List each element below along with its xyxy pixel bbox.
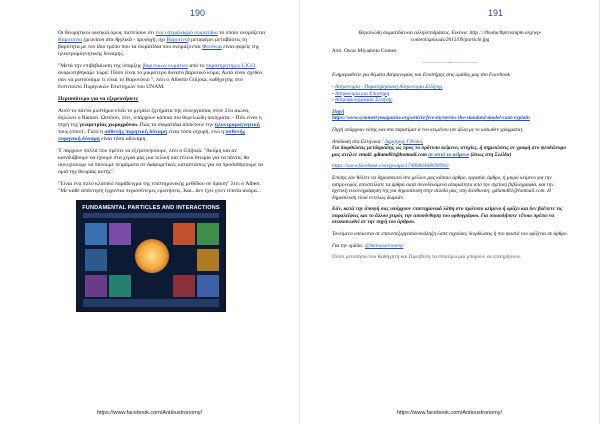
text: τους (σπιν) ; Γιατί η: [58, 129, 105, 135]
poster-panel: [109, 223, 131, 245]
link[interactable]: Βαρυτόνιο: [58, 37, 83, 43]
text: προσοχή, όχι: [136, 37, 167, 43]
source-label[interactable]: Πηγή: [332, 108, 345, 115]
poster-panel: [85, 223, 107, 245]
text: (graviton στα Αγγλικά -: [82, 37, 137, 43]
particles-poster-image: [76, 200, 226, 312]
left-body: [58, 30, 268, 312]
facebook-info: Ενημερωθείτε για θέματα Αστρονομίας και Επιστήμης στις ομάδες μας στο Facebook:: [332, 72, 512, 79]
poster-footer-strip: [83, 299, 219, 307]
text: είναι φορείς της ηλεκτρομαγνητικής δύναμης.: [58, 44, 260, 57]
text: Αυτό το πάντα μυστήριο είναι το μεγάλο ζητήματα της συνεργασίας στον 21ο αιώνα, δηλώνει ο Ramon. Ωστόσο, λέει, υπάρχουν κάποια πιο θεμελιώδη αινίγματα. - Πού είναι η πηγή της: [58, 108, 262, 128]
page-footer: https://www.facebook.com/Antioustronomy/: [396, 410, 503, 416]
link[interactable]: ασθενής πυρηνική δύναμη: [58, 129, 246, 142]
source-url[interactable]: https://www.symmetrymagazine.org/article/five-mysteries-the-standard-model-cant-explain: [332, 115, 530, 122]
paragraph: [58, 63, 268, 91]
link[interactable]: παρατηρητήριο LIGO: [205, 63, 256, 69]
paragraph: "Είναι ένα πολύ κλασικό παράδειγμα της επιστημονικής μεθόδου σε δράση" λέει ο Albert. "Με κάθε απάντηση έρχονται περισσότερες ερωτήσεις. Και...δεν έχει γίνει τίποτα ακόμα...: [58, 181, 262, 194]
text: Οι θεωρητικοί φυσικοί όμως πιστεύουν ότι: [58, 30, 156, 36]
group-links: - Αστρονομία - Παρατηρησιακή Αστρονομία Σελήνης - Αστρονομία και Επιστήμη - Αστροφωτογραφία Σελήνης: [332, 83, 443, 104]
text: Για την ομάδα:: [332, 242, 365, 249]
poster-panel: [197, 223, 219, 245]
image-caption: Θεμελιώδη σωματίδια και αλληλεπιδράσεις. Εικόνα: http : //theducthprasinpm.org/wp-content/uploads/2015/09/particle.jpg: [358, 30, 542, 43]
text: , αναρωτηθήκαμε τώρα: Πόσο είναι το μικρότερο δυνατό βαρυτικό κύμα; Αυτό είναι σχεδόν σαν να ρωτούσαμε τι είναι το Βαρυτόνιο ", λέει ο Alberto Güijosa, καθηγητής στο Ινστιτούτο Πυρηνικών Επιστημών του UNAM.: [58, 63, 263, 90]
text: είναι τόσο ισχυρή, ενώ η: [167, 129, 226, 135]
right-body: [332, 30, 568, 266]
poster-panel: [173, 223, 195, 245]
separator: —————•—————: [422, 59, 478, 66]
poster-panel: [109, 275, 131, 297]
text: ) μεταφέρει μεταβάσεις τη βαρύτητα με τον ίδιο τρόπο που τα σωματίδια που ονομάζονται: [58, 37, 248, 50]
link[interactable]: βαρυτικών κυμάτων: [142, 63, 189, 69]
facebook-url: [332, 163, 568, 170]
source-block: [332, 109, 568, 122]
poster-banner: [83, 213, 219, 218]
author-line: Από: Oscar Miyamoto Gomez: [332, 48, 397, 55]
poster-panel: [197, 275, 219, 297]
link[interactable]: Φωτόνια: [202, 44, 222, 50]
page-number: 191: [488, 8, 504, 18]
text: (όπως στη Σελίδα): [469, 151, 512, 158]
poster-panel: [85, 249, 107, 271]
text: "Μετά την επιβεβαίωση της ύπαρξης: [58, 63, 143, 69]
right-page: [300, 0, 600, 424]
submission-info: Επίσης εάν θέλετε να δημοσιευτεί στο μέλλον μας κάποιο άρθρο, εργασία, άρθρο, ή μικρό κείμενο για την αστρονομία, αποστείλατε τα άρθρα αυτά συνοδευόμενα απαραίτητα από την σχετική βιβλιογραφία, και την σχετική εικονογράφηση της για δημοσίευση στην σελίδα μας, στη διεύθυνση: gdiamd81@hotmail.com. Η δημοσίευση είναι εντελώς δωρεάν.: [332, 174, 554, 201]
revision-note: Τονείμενο υπόκειται σε επανεπεξεργασία/ανάληξη ώστε τυχούσες διορθώσεις ή πιο σωστά του ορίζεται σε άρθρο.: [332, 231, 568, 238]
poster-panel: [197, 249, 219, 271]
paragraph: [58, 108, 268, 143]
errata-info: Εάν, κατά την άποψή σας υπάρχουν επιστημονικά λάθη στο πρότυπο κείμενο ή ορίζει και δεν βλέπετε τις παραλείψεις και το άλλου χειρός την αποσύνθηση του ορθογράφου. Για οποιοδήποτε τέτοιο πρέπει να ανακοινωθεί σε την πηγή του άρθρου.: [332, 206, 563, 226]
source-note: Πηγή υπάρχουν εύτης και στα παρατίματ ά του κειμένου (σε άλλη με το κάτωθεν γράμματα).: [332, 126, 524, 133]
text: Για διορθώσεις μετάφρασης ως προς το πρότυπο κείμενο, ατυχίες, ή σημειώσεις σε γραφή στο ψευδώνυμο μας στείλτε email: gdiamd81@hotmail.com: [332, 145, 567, 158]
section-heading: Περισσότερα για να εξερευνήσετε: [58, 96, 139, 102]
text: Απόδοση στα Ελληνικά :: [332, 138, 385, 145]
group-handle-link[interactable]: @Antioustronomy: [364, 242, 404, 249]
text: . Πώς τα σωματίδια αποκτούν την: [137, 122, 215, 128]
poster-title: FUNDAMENTAL PARTICLES AND INTERACTIONS: [82, 205, 220, 211]
group-link[interactable]: Αστρονομία - Παρατηρησιακή Αστρονομία Σελήνης: [335, 83, 443, 90]
poster-panel: [173, 275, 195, 297]
translation-credit: [332, 139, 568, 159]
text: είναι τόσο αδύναμη.: [99, 136, 147, 142]
paragraph: [58, 30, 268, 58]
poster-core-graphic: [135, 239, 169, 273]
link[interactable]: ηλεκτρομαγνητική: [214, 122, 260, 128]
facebook-url-link[interactable]: https://www.facebook.com/groups/1748084468028993/: [332, 163, 450, 170]
link[interactable]: ασθενής πυρηνική δύναμη: [104, 129, 168, 135]
text: από το: [188, 63, 206, 69]
page-footer: https://www.facebook.com/Antioustronomy/: [96, 410, 203, 416]
link[interactable]: Βαρυτίνο: [166, 37, 188, 43]
group-link[interactable]: Αστροφωτογραφία Σελήνης: [335, 97, 393, 104]
group-handle: [332, 243, 568, 250]
closing-note: Πόντι μεταπήσω του Καθηγητή και Πρεσβύτη τα σπασίμω μια μπορούν να επιτηρήσουν.: [332, 254, 522, 261]
poster-panel: [85, 275, 107, 297]
link[interactable]: ένα υπεραλαφρό σωματίδιο: [155, 30, 218, 36]
paragraph: Υ πάρχουν πολλά που πρέπει να εξερευνήσουμε, λέει ο Güijosa. "Ακόμη και αν καταλάβουμε να έχουμε στα χέρια μας μια τελική και τέλεια θεωρία για τα πάντα, θα συνεχίσουμε να πάνουμε πειράματα σε διαφορετικές καταστάσεις για να προσαθήσουμε τα όριά της θεωρίας αυτής".: [58, 148, 264, 175]
text: το οποίο ονομάζεται: [217, 30, 266, 36]
text: γεωμετρίας χωροχρόνου: [79, 122, 137, 128]
translator-link[interactable]: Δημήτρης Γ.Ρόδος: [384, 138, 424, 145]
group-link[interactable]: Αστρονομία και Επιστήμη: [335, 90, 390, 97]
page-number: 190: [190, 8, 206, 18]
link[interactable]: σε αυτό το κείμενο: [428, 151, 470, 158]
